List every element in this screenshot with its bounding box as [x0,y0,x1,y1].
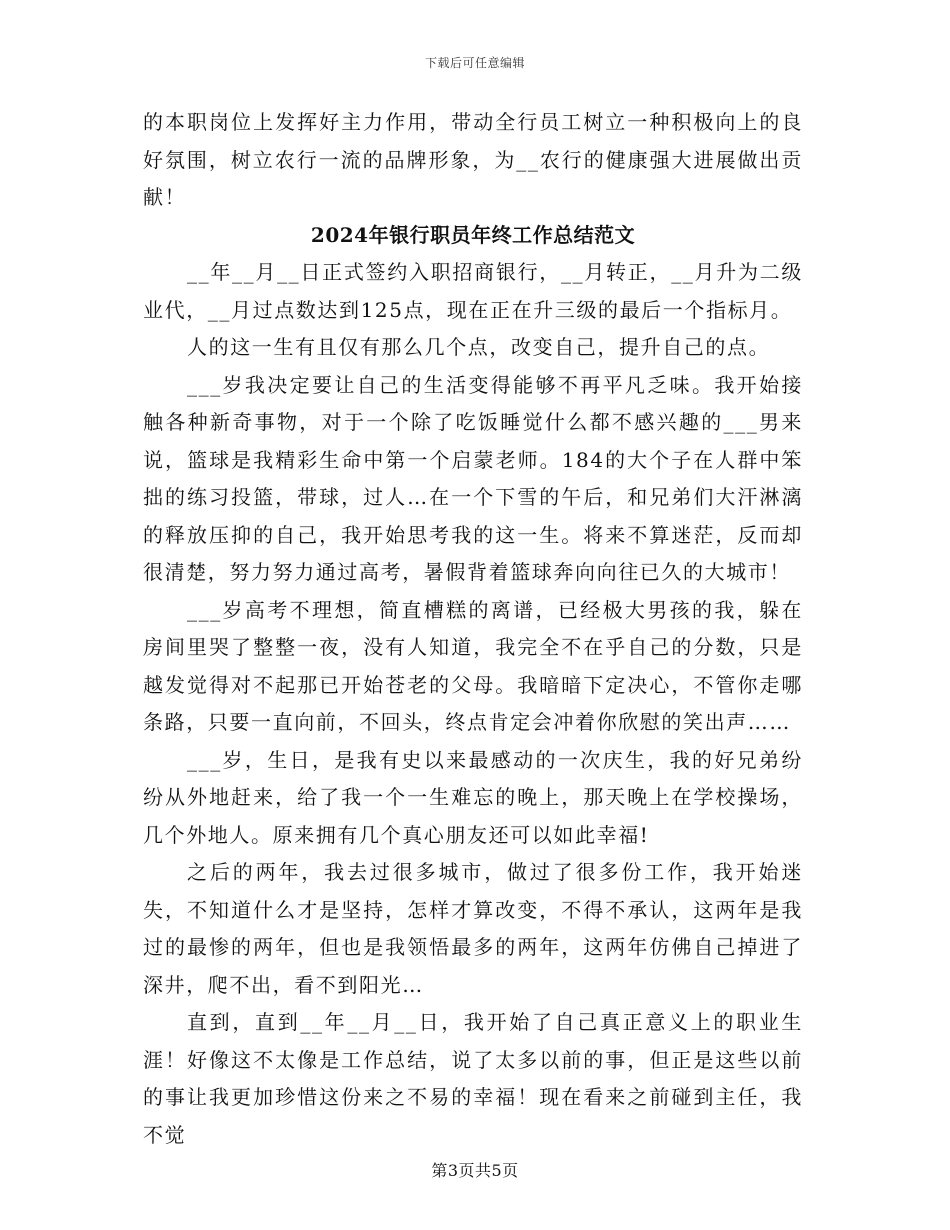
document-title: 2024年银行职员年终工作总结范文 [310,222,636,247]
paragraph-2: 人的这一生有且仅有那么几个点，改变自己，提升自己的点。 [187,335,771,359]
page-number: 第3页共5页 [431,1161,519,1180]
paragraph-3: ___岁我决定要让自己的生活变得能够不再平凡乏味。我开始接触各种新奇事物，对于一个除了吃饭睡觉什么都不感兴趣的___男来说，篮球是我精彩生命中第一个启蒙老师。184的大个子在人群中笨拙的练习投篮，带球，过人…在一个下雪的午后，和兄弟们大汗淋漓的释放压抑的自己，我开始思考我的这一生。将来不算迷茫，反而却很清楚，努力努力通过高考，暑假背着篮球奔向向往已久的大城市！ [143,372,803,584]
paragraph-5: ___岁，生日，是我有史以来最感动的一次庆生，我的好兄弟纷纷从外地赶来，给了我一个一生难忘的晚上，那天晚上在学校操场，几个外地人。原来拥有几个真心朋友还可以如此幸福! [143,747,803,847]
paragraph-6: 之后的两年，我去过很多城市，做过了很多份工作，我开始迷失，不知道什么才是坚持，怎样才算改变，不得不承认，这两年是我过的最惨的两年，但也是我领悟最多的两年，这两年仿佛自己掉进了深井，爬不出，看不到阳光… [143,860,803,997]
paragraph-7: 直到，直到__年__月__日，我开始了自己真正意义上的职业生涯！好像这不太像是工作总结，说了太多以前的事，但正是这些以前的事让我更加珍惜这份来之不易的幸福！现在看来之前碰到主任，我不觉 [143,1010,803,1147]
page-header: 下载后可任意编辑 [424,56,525,70]
paragraph-1: __年__月__日正式签约入职招商银行，__月转正，__月升为二级业代，__月过点数达到125点，现在正在升三级的最后一个指标月。 [143,260,803,322]
paragraph-4: ___岁高考不理想，简直槽糕的离谱，已经极大男孩的我，躲在房间里哭了整整一夜，没有人知道，我完全不在乎自己的分数，只是越发觉得对不起那已开始苍老的父母。我暗暗下定决心，不管你走哪条路，只要一直向前，不回头，终点肯定会冲着你欣慰的笑出声…… [143,597,803,734]
intro-paragraph: 的本职岗位上发挥好主力作用，带动全行员工树立一种积极向上的良好氛围，树立农行一流的品牌形象，为__农行的健康强大进展做出贡献！ [143,110,803,209]
document-body [143,104,803,1154]
